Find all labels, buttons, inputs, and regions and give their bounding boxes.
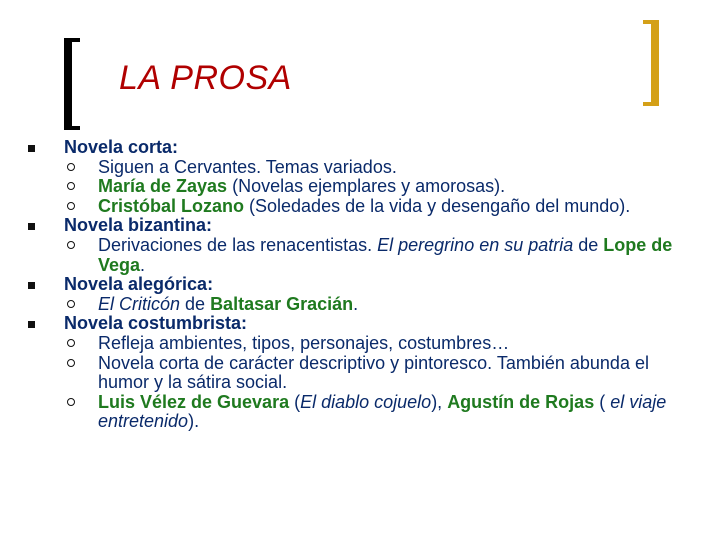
work-title: El peregrino en su patria	[377, 234, 574, 255]
list-item: Luis Vélez de Guevara (El diablo cojuelo), Agustín de Rojas ( el viaje entretenido).	[64, 393, 704, 432]
ring-bullet-icon	[67, 359, 75, 367]
bullet-content	[64, 138, 704, 432]
ring-bullet-icon	[67, 241, 75, 249]
list-item: Derivaciones de las renacentistas. El peregrino en su patria de Lope de Vega.	[64, 236, 704, 275]
left-bracket-bar	[64, 38, 72, 130]
square-bullet-icon	[28, 321, 35, 328]
left-bracket-bottom	[64, 126, 80, 130]
author-name: Cristóbal Lozano	[98, 195, 245, 216]
section-heading: Novela bizantina:	[64, 216, 704, 236]
list-item: Novela corta de carácter descriptivo y pintoresco. También abunda el humor y la sátira social.	[64, 354, 704, 393]
square-bullet-icon	[28, 282, 35, 289]
list-item: Refleja ambientes, tipos, personajes, costumbres…	[64, 334, 704, 354]
square-bullet-icon	[28, 223, 35, 230]
author-name: Luis Vélez de Guevara	[98, 391, 290, 412]
work-title: El Criticón	[98, 293, 181, 314]
section-heading: Novela corta:	[64, 138, 704, 158]
ring-bullet-icon	[67, 202, 75, 210]
square-bullet-icon	[28, 145, 35, 152]
section-heading: Novela alegórica:	[64, 275, 704, 295]
work-title: El diablo cojuelo	[300, 391, 432, 412]
ring-bullet-icon	[67, 182, 75, 190]
right-bracket-bar	[651, 20, 659, 106]
list-item: Siguen a Cervantes. Temas variados.	[64, 158, 704, 178]
ring-bullet-icon	[67, 339, 75, 347]
left-bracket-top	[64, 38, 80, 42]
author-name: Lope de Vega	[98, 234, 673, 275]
right-bracket-top	[643, 20, 659, 24]
author-name: María de Zayas	[98, 176, 228, 197]
list-item: El Criticón de Baltasar Gracián.	[64, 295, 704, 315]
ring-bullet-icon	[67, 163, 75, 171]
right-bracket-bottom	[643, 102, 659, 106]
ring-bullet-icon	[67, 398, 75, 406]
slide-title: LA PROSA	[119, 59, 292, 97]
ring-bullet-icon	[67, 300, 75, 308]
section-heading: Novela costumbrista:	[64, 314, 704, 334]
author-name: Baltasar Gracián	[210, 293, 354, 314]
work-title: el viaje entretenido	[98, 391, 667, 432]
list-item: Cristóbal Lozano (Soledades de la vida y desengaño del mundo).	[64, 197, 704, 217]
list-item: María de Zayas (Novelas ejemplares y amorosas).	[64, 177, 704, 197]
author-name: Agustín de Rojas	[447, 391, 595, 412]
